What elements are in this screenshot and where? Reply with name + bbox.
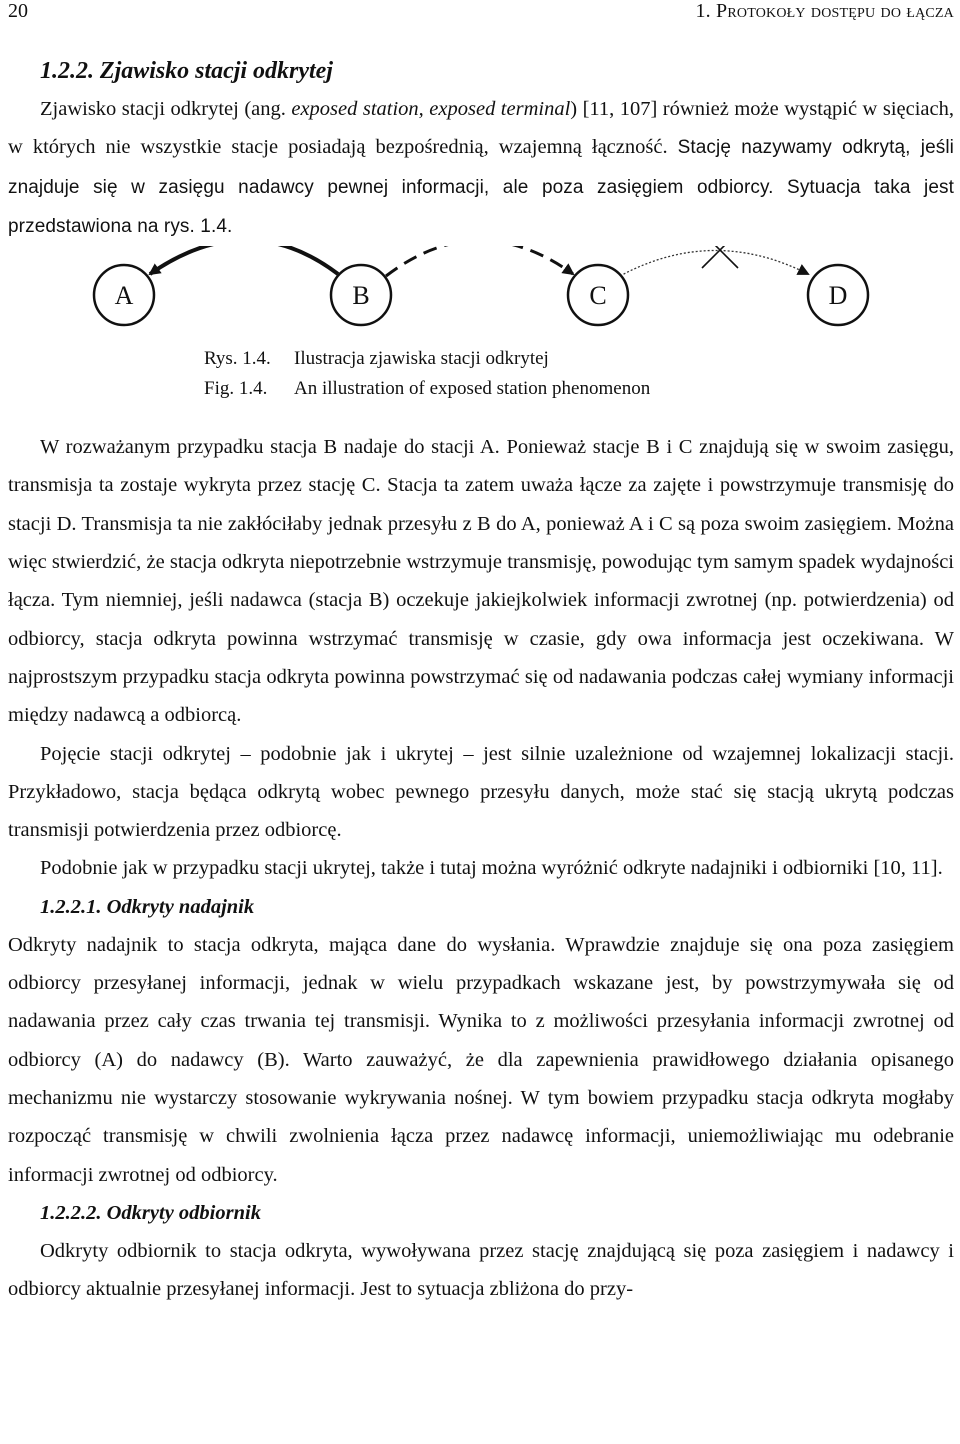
intro-text-middle: ) [11, 107] również może wystąpić w sięciach, w których nie wszystkie stacje posiadają bezpośrednią, wzajemną łączność. (8, 98, 954, 159)
paragraph-exposed-example: W rozważanym przypadku stacja B nadaje do stacji A. Ponieważ stacje B i C znajdują się w swoim zasięgu, transmisja ta zostaje wykryta przez stację C. Stacja ta zatem uważa łącze za zajęte i powstrzymuje transmisję do stacji D. Transmisja ta nie zakłóciłaby jednak przesyłu z B do A, ponieważ A i C są poza swoim zasięgiem. Można więc stwierdzić, że stacja odkryta niepotrzebnie wstrzymuje transmisję, powodując tym samym spadek wydajności łącza. Tym niemniej, jeśli nadawca (stacja B) oczekuje jakiejkolwiek informacji zwrotnej (np. potwierdzenia) od odbiorcy, stacja odkryta powinna wstrzymać transmisję w czasie, gdy owa informacja jest oczekiwana. W najprostszym przypadku stacja odkryta powinna powstrzymać się od nadawania podczas całej wymiany informacji między nadawcą a odbiorcą. (8, 436, 954, 727)
subsection-heading-transmitter: 1.2.2.1. Odkryty nadajnik (40, 895, 255, 918)
subsection-heading-receiver: 1.2.2.2. Odkryty odbiornik (40, 1201, 261, 1224)
figure-1-4 (8, 246, 954, 426)
node-c (568, 265, 628, 325)
arc-c-to-d (620, 251, 808, 277)
node-d-label: D (828, 281, 848, 311)
chapter-title: 1. Protokoły dostępu do łącza (695, 0, 954, 22)
figure-caption (204, 344, 650, 404)
caption-pl-text: Ilustracja zjawiska stacji odkrytej (294, 348, 549, 370)
caption-en-text: An illustration of exposed station phenomenon (294, 378, 651, 400)
node-c-label: C (589, 281, 607, 311)
section-heading: 1.2.2. Zjawisko stacji odkrytej (40, 58, 333, 84)
page-number: 20 (8, 0, 28, 22)
arc-b-to-c (386, 246, 573, 276)
paragraph-exposed-receiver: Odkryty odbiornik to stacja odkryta, wywoływana przez stację znajdującą się poza zasięgiem i nadawcy i odbiorcy aktualnie przesyłanej informacji. Jest to sytuacja zbliżona do przy- (8, 1239, 954, 1301)
arc-b-to-a (150, 246, 338, 274)
paragraph-exposed-transmitter: Odkryty nadajnik to stacja odkryta, mająca dane do wysłania. Wprawdzie znajduje się ona poza zasięgiem odbiorcy przesyłanej informacji, jednak w wielu przypadkach wskazane jest, by powstrzymywała się od nadawania przez cały czas trwania tej transmisji. Wynika to z możliwości przesyłania informacji zwrotnej od odbiorcy (A) do nadawcy (B). Warto zauważyć, że dla zapewnienia prawidłowego działania opisanego mechanizmu nie wystarczy stosowanie wykrywania nośnej. W tym bowiem przypadku stacja odkryta mogłaby rozpocząć transmisję w chwili zwolnienia łącza przez nadawcę informacji, uniemożliwiając mu odebranie informacji zwrotnej od odbiorcy. (8, 933, 954, 1186)
blocked-cross-icon (702, 246, 738, 268)
node-b (331, 265, 391, 325)
node-d (808, 265, 868, 325)
paragraph-location-dependence: Pojęcie stacji odkrytej – podobnie jak i ukrytej – jest silnie uzależnione od wzajemnej lokalizacji stacji. Przykładowo, stacja będąca odkrytą wobec pewnego przesyłu danych, może stać się stacją ukrytą podczas transmisji potwierdzenia przez odbiorcę. (8, 742, 954, 842)
caption-en-label: Fig. 1.4. (204, 378, 268, 400)
intro-text-sans: Stację nazywamy odkrytą, jeśli znajduje się w zasięgu nadawcy pewnej informacji, ale poza zasięgiem odbiorcy. Sytuacja taka jest przedstawiona na rys. 1.4. (8, 137, 954, 237)
node-b-label: B (352, 281, 370, 311)
caption-pl-label: Rys. 1.4. (204, 348, 271, 370)
running-header (8, 0, 954, 26)
intro-text-start: Zjawisko stacji odkrytej (ang. (40, 98, 292, 120)
caption-pl (204, 344, 650, 374)
paragraph-types: Podobnie jak w przypadku stacji ukrytej, także i tutaj można wyróżnić odkryte nadajniki i odbiorniki [10, 11]. (40, 857, 943, 880)
intro-text-italic: exposed station, exposed terminal (291, 98, 571, 120)
body-text (8, 52, 954, 1308)
caption-en (204, 374, 650, 404)
node-a (94, 265, 154, 325)
intro-paragraph (8, 90, 954, 246)
node-a-label: A (114, 281, 134, 311)
